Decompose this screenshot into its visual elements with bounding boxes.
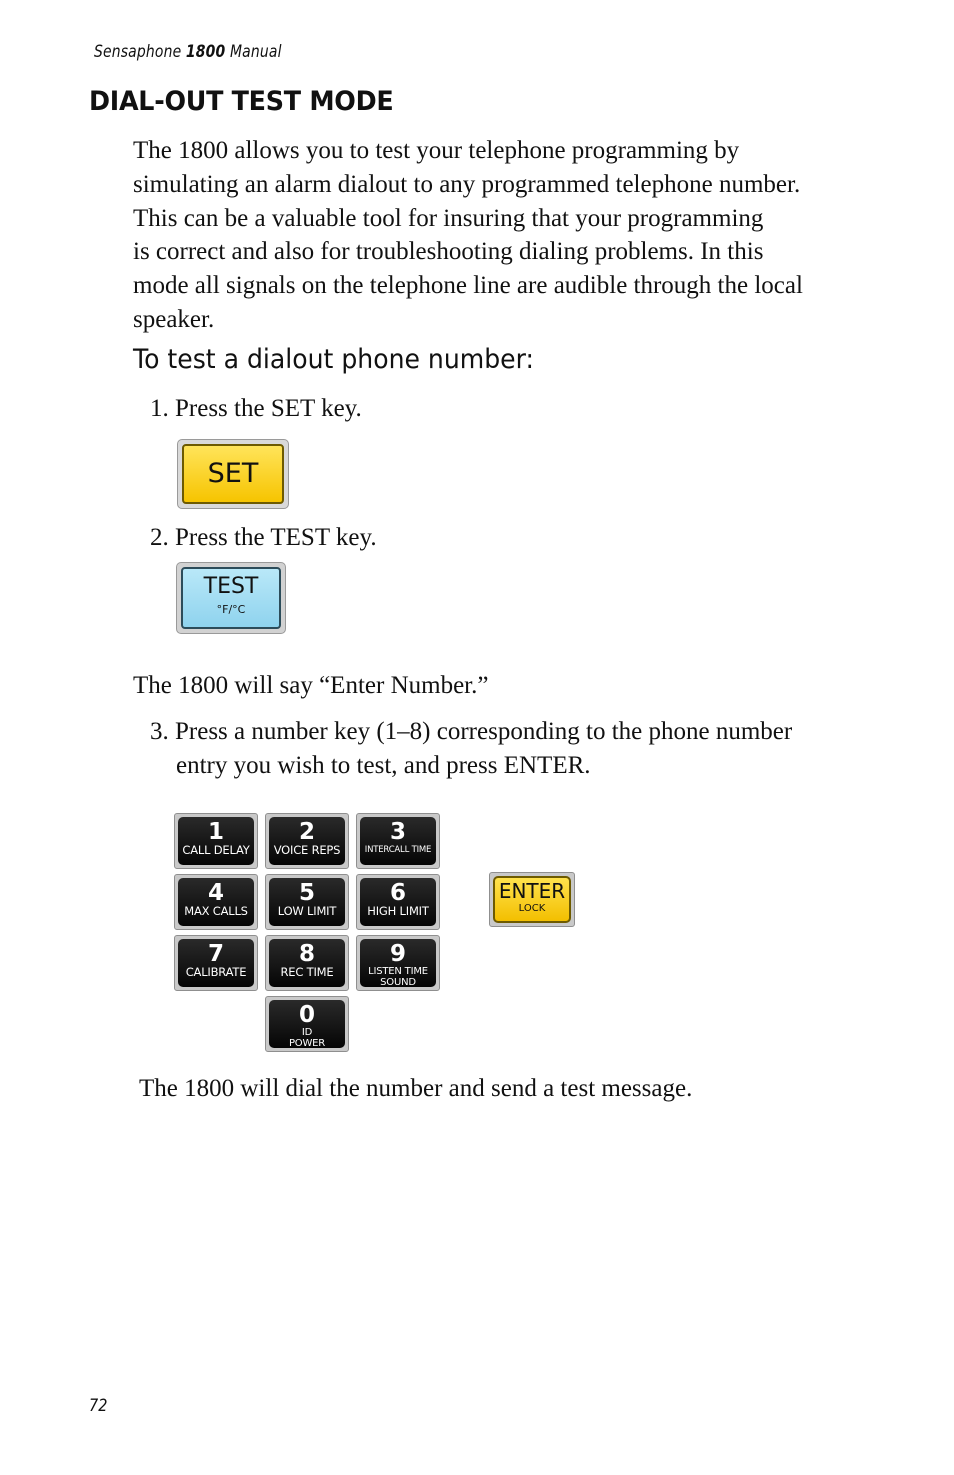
procedure-subheading: To test a dialout phone number:: [133, 344, 534, 375]
key-label: LISTEN TIME: [368, 966, 428, 977]
key-digit: 4: [207, 880, 224, 906]
key-label-secondary: SOUND: [380, 977, 416, 987]
enter-key-sublabel: LOCK: [518, 903, 546, 914]
step-3-line-1: 3. Press a number key (1–8) corresponding to the phone number: [150, 718, 793, 745]
test-key-label: TEST: [203, 574, 259, 599]
intro-line: speaker.: [133, 305, 215, 333]
step-2: 2. Press the TEST key.: [150, 524, 377, 551]
key-label: CALIBRATE: [185, 965, 247, 979]
keypad-key-6: [356, 874, 440, 930]
keypad-key-2: [265, 813, 349, 869]
key-label: REC TIME: [280, 965, 334, 979]
intro-line: The 1800 allows you to test your telephone programming by: [133, 137, 740, 164]
keypad-key-3: [356, 813, 440, 869]
keypad-key-4: [174, 874, 258, 930]
keypad-key-5: [265, 874, 349, 930]
result-text: The 1800 will dial the number and send a test message.: [139, 1075, 693, 1102]
key-digit: 7: [207, 941, 224, 967]
header-model: 1800: [185, 42, 226, 62]
keypad-key-0: [265, 996, 349, 1052]
test-key-image: [176, 562, 286, 634]
intro-line: This can be a valuable tool for insuring that your programming: [133, 204, 764, 232]
key-digit: 6: [389, 880, 406, 906]
running-header: [94, 42, 282, 62]
intro-paragraph: [133, 134, 873, 337]
test-key-sublabel: °F/°C: [216, 603, 246, 616]
test-key-face: [181, 567, 281, 629]
key-digit: 0: [298, 1002, 315, 1028]
set-key-face: SET: [182, 444, 284, 504]
key-label: ID: [301, 1027, 313, 1038]
keypad-key-1: [174, 813, 258, 869]
key-label: VOICE REPS: [273, 843, 341, 857]
step-1: 1. Press the SET key.: [150, 395, 362, 422]
key-digit: 1: [207, 819, 224, 845]
page-number: 72: [89, 1396, 108, 1416]
key-digit: 2: [298, 819, 315, 845]
keypad-key-9: [356, 935, 440, 991]
intro-line: simulating an alarm dialout to any programmed telephone number.: [133, 170, 801, 198]
key-digit: 3: [389, 819, 406, 845]
key-digit: 5: [298, 880, 315, 906]
enter-key-label: ENTER: [498, 879, 566, 903]
set-key-image: [177, 439, 289, 509]
enter-key-image: [489, 872, 575, 927]
key-digit: 8: [298, 941, 315, 967]
step-3-line-2: entry you wish to test, and press ENTER.: [176, 752, 591, 779]
key-label: HIGH LIMIT: [367, 904, 429, 918]
key-digit: 9: [389, 941, 406, 967]
header-brand: Sensaphone: [94, 42, 182, 62]
header-doc: Manual: [229, 42, 282, 62]
key-label: MAX CALLS: [184, 904, 248, 918]
enter-number-note: The 1800 will say “Enter Number.”: [133, 672, 489, 699]
key-label: INTERCALL TIME: [364, 845, 432, 855]
keypad-key-7: [174, 935, 258, 991]
keypad-key-8: [265, 935, 349, 991]
intro-line: mode all signals on the telephone line are audible through the local: [133, 272, 803, 300]
intro-line: is correct and also for troubleshooting dialing problems. In this: [133, 238, 764, 266]
section-title: DIAL-OUT TEST MODE: [89, 86, 394, 117]
key-label-secondary: POWER: [288, 1038, 326, 1048]
key-label: LOW LIMIT: [277, 904, 337, 918]
key-label: CALL DELAY: [182, 843, 250, 857]
